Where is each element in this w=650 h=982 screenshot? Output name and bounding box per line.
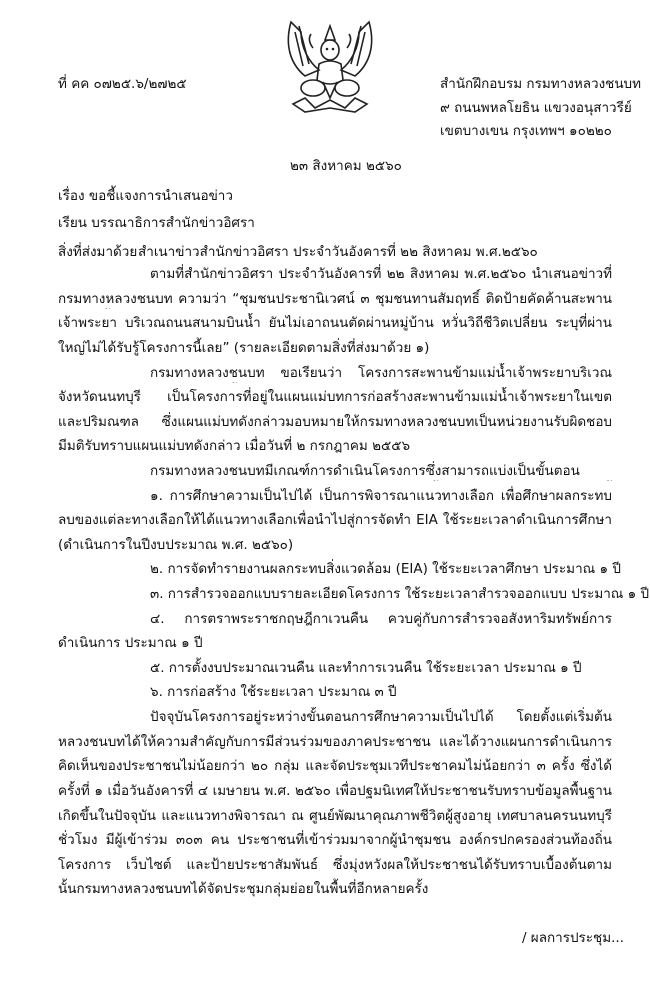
body-line: ใหญ่ไม่ได้รับรู้โครงการนี้เลย” (รายละเอียดตามสิ่งที่ส่งมาด้วย ๑) — [58, 340, 430, 356]
letter-date: ๒๓ สิงหาคม ๒๕๖๐ — [290, 158, 402, 174]
body-line: ครั้งที่ ๑ เมื่อวันอังคารที่ ๔ เมษายน พ.ศ. ๒๕๖๐ เพื่อปฐมนิเทศให้ประชาชนรับทราบข้อมูลพื้นฐาน — [58, 783, 612, 799]
enclosure-text: สำเนาข่าวสำนักข่าวอิศรา ประจำวันอังคารที่ ๒๒ สิงหาคม พ.ศ.๒๕๖๐ — [138, 244, 538, 260]
subject-line: เรื่อง ขอชี้แจงการนำเสนอข่าว — [58, 188, 233, 204]
step-4: ๔. การตราพระราชกฤษฎีกาเวนคืน ควบคู่กับการสำรวจอสังหาริมทรัพย์การ — [150, 611, 612, 627]
body-line: ลบของแต่ละทางเลือกให้ได้แนวทางเลือกเพื่อนำไปสู่การจัดทำ EIA ใช้ระยะเวลาดำเนินการศึกษา — [58, 512, 612, 528]
body-line: (ดำเนินการในปีงบประมาณ พ.ศ. ๒๕๖๐) — [58, 537, 294, 553]
address-line: ๙ ถนนพหลโยธิน แขวงอนุสาวรีย์ — [440, 100, 632, 116]
body-line: คิดเห็นของประชาชนไม่น้อยกว่า ๒๐ กลุ่ม และจัดประชุมเวทีประชาคมไม่น้อยกว่า ๓ ครั้ง ซึ่งได้ — [58, 758, 612, 774]
body-line: กรมทางหลวงชนบท ความว่า “ชุมชนประชานิเวศน์ ๓ ชุมชนทานสัมฤทธิ์ ติดป้ายคัดค้านสะพาน — [58, 291, 612, 307]
body-line: กรมทางหลวงชนบท ขอเรียนว่า โครงการสะพานข้ามแม่น้ำเจ้าพระยาบริเวณ — [150, 365, 612, 381]
enclosure-label: สิ่งที่ส่งมาด้วย — [58, 244, 138, 260]
step-6: ๖. การก่อสร้าง ใช้ระยะเวลา ประมาณ ๓ ปี — [150, 684, 397, 700]
body-line: และปริมณฑล ซึ่งแผนแม่บทดังกล่าวมอบหมายให้กรมทางหลวงชนบทเป็นหน่วยงานรับผิดชอบ — [58, 414, 612, 430]
body-line: หลวงชนบทได้ให้ความสำคัญกับการมีส่วนร่วมของภาคประชาชน และได้วางแผนการดำเนินการ — [58, 734, 612, 750]
recipient-line: เรียน บรรณาธิการสำนักข่าวอิศรา — [58, 215, 255, 231]
garuda-emblem — [283, 18, 377, 114]
address-line: สำนักฝึกอบรม กรมทางหลวงชนบท — [440, 76, 642, 92]
step-1: ๑. การศึกษาความเป็นไปได้ เป็นการพิจารณาแนวทางเลือก เพื่อศึกษาผลกระทบ — [150, 488, 612, 504]
step-2: ๒. การจัดทำรายงานผลกระทบสิ่งแวดล้อม (EIA) ใช้ระยะเวลาศึกษา ประมาณ ๑ ปี — [150, 561, 621, 577]
body-line: ตามที่สำนักข่าวอิศรา ประจำวันอังคารที่ ๒๒ สิงหาคม พ.ศ.๒๕๖๐ นำเสนอข่าวที่ — [150, 266, 612, 282]
body-line: เจ้าพระยา บริเวณถนนสนามบินน้ำ ยันไม่เอาถนนตัดผ่านหมู่บ้าน หวั่นวิถีชีวิตเปลี่ยน ระบุที่ผ่าน — [58, 315, 612, 331]
body-line: ชั่วโมง มีผู้เข้าร่วม ๓๐๓ คน ประชาชนที่เข้าร่วมมาจากผู้นำชุมชน องค์กรปกครองส่วนท้องถิ่น — [58, 832, 612, 848]
body-line: นั้นกรมทางหลวงชนบทได้จัดประชุมกลุ่มย่อยในพื้นที่อีกหลายครั้ง — [58, 881, 429, 897]
continuation-marker: / ผลการประชุม... — [521, 930, 624, 946]
body-line: เกิดขึ้นในปัจจุบัน และแนวทางพิจารณา ณ ศูนย์พัฒนาคุณภาพชีวิตผู้สูงอายุ เทศบาลนครนนทบุรี — [58, 808, 612, 824]
body-line: มีมติรับทราบแผนแม่บทดังกล่าว เมื่อวันที่ ๒ กรกฎาคม ๒๕๕๖ — [58, 438, 411, 454]
body-line: จังหวัดนนทบุรี เป็นโครงการที่อยู่ในแผนแม่บทการก่อสร้างสะพานข้ามแม่น้ำเจ้าพระยาในเขต — [58, 389, 612, 405]
body-line: ดำเนินการ ประมาณ ๑ ปี — [58, 635, 203, 651]
reference-number: ที่ คค ๐๗๒๕.๖/๒๗๒๕ — [58, 76, 187, 92]
step-3: ๓. การสำรวจออกแบบรายละเอียดโครงการ ใช้ระยะเวลาสำรวจออกแบบ ประมาณ ๑ ปี — [150, 586, 650, 602]
body-line: กรมทางหลวงชนบทมีเกณฑ์การดำเนินโครงการซึ่งสามารถแบ่งเป็นขั้นตอน — [150, 463, 580, 479]
body-line: ปัจจุบันโครงการอยู่ระหว่างขั้นตอนการศึกษาความเป็นไปได้ โดยตั้งแต่เริ่มต้น — [150, 709, 612, 725]
address-line: เขตบางเขน กรุงเทพฯ ๑๐๒๒๐ — [440, 123, 612, 139]
body-line: โครงการ เว็บไซต์ และป้ายประชาสัมพันธ์ ซึ่งมุ่งหวังผลให้ประชาชนได้รับทราบเบื้องต้นตาม — [58, 857, 612, 873]
step-5: ๕. การตั้งงบประมาณเวนคืน และทำการเวนคืน ใช้ระยะเวลา ประมาณ ๑ ปี — [150, 660, 582, 676]
